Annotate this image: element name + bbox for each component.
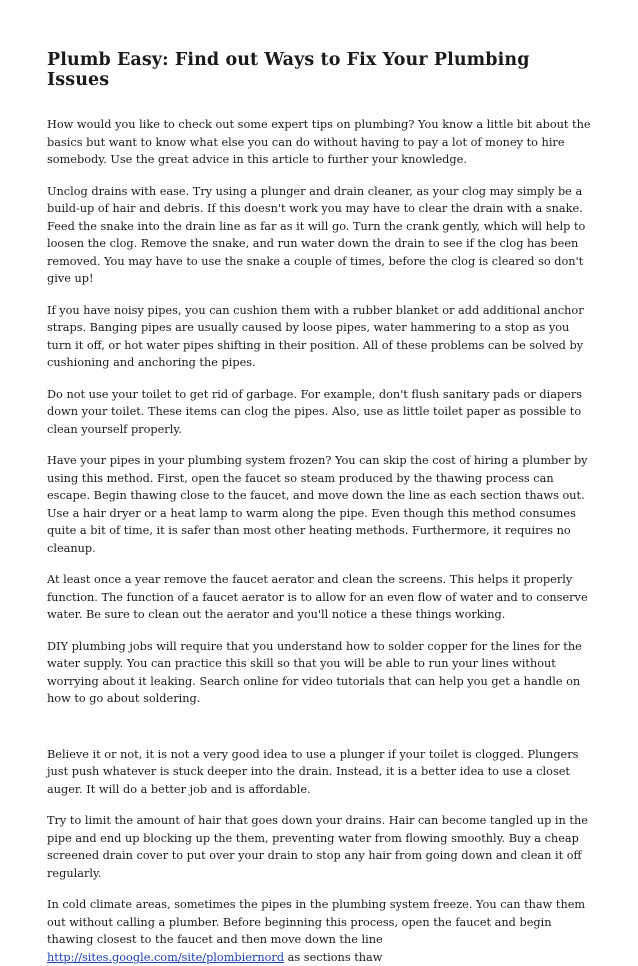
paragraph-cold-climate: [47, 896, 594, 966]
paragraph-hair-drains: Try to limit the amount of hair that goes down your drains. Hair can become tangled up in the pipe and end up blocking up the them, preventing water from flowing smoothly. Buy a cheap screened drain cover to put over your drain to stop any hair from going down and clean it off regularly.: [47, 814, 588, 880]
paragraph-faucet-aerator: At least once a year remove the faucet aerator and clean the screens. This helps it properly function. The function of a faucet aerator is to allow for an even flow of water and to conserve water. Be sure to clean out the aerator and you'll notice a these things working.: [47, 573, 588, 621]
plombiernord-link[interactable]: http://sites.google.com/site/plombiernord: [47, 950, 285, 964]
paragraph-plunger: Believe it or not, it is not a very good idea to use a plunger if your toilet is clogged. Plungers just push whatever is stuck deeper into the drain. Instead, it is a better idea to use a closet auger. It will do a better job and is affordable.: [47, 747, 579, 796]
paragraph-unclog-drains: Unclog drains with ease. Try using a plunger and drain cleaner, as your clog may simply be a build-up of hair and debris. If this doesn't work you may have to clear the drain with a snake. Feed the snake into the drain line as far as it will go. Turn the crank gently, which will help to loosen the clog. Remove the snake, and run water down the drain to see if the clog has been removed. You may have to use the snake a couple of times, before the clog is cleared so don't give up!: [47, 184, 586, 285]
page-title: Plumb Easy: Find out Ways to Fix Your Plumbing Issues: [47, 50, 530, 90]
paragraph-noisy-pipes: If you have noisy pipes, you can cushion them with a rubber blanket or add additional anchor straps. Banging pipes are usually caused by loose pipes, water hammering to a stop as you turn it off, or hot water pipes shifting in their position. All of these problems can be solved by cushioning and anchoring the pipes.: [47, 303, 584, 369]
paragraph-frozen-pipes: Have your pipes in your plumbing system frozen? You can skip the cost of hiring a plumber by using this method. First, open the faucet so steam produced by the thawing process can escape. Begin thawing close to the faucet, and move down the line as each section thaws out. Use a hair dryer or a heat lamp to warm along the pipe. Even though this method consumes quite a bit of time, it is safer than most other heating methods. Furthermore, it requires no cleanup.: [47, 454, 588, 555]
paragraph-cold-climate-text: In cold climate areas, sometimes the pipes in the plumbing system freeze. You can thaw them out without calling a plumber. Before beginning this process, open the faucet and begin thawing closest to the faucet and then move down the line: [47, 898, 586, 946]
paragraph-cold-climate-tail: as sections thaw: [284, 950, 383, 964]
paragraph-toilet-garbage: Do not use your toilet to get rid of garbage. For example, don't flush sanitary pads or diapers down your toilet. These items can clog the pipes. Also, use as little toilet paper as possible to clean yourself properly.: [47, 387, 583, 436]
paragraph-soldering: DIY plumbing jobs will require that you understand how to solder copper for the lines for the water supply. You can practice this skill so that you will be able to run your lines without worrying about it leaking. Search online for video tutorials that can help you get a handle on how to go about soldering.: [47, 639, 582, 705]
paragraph-intro: How would you like to check out some expert tips on plumbing? You know a little bit about the basics but want to know what else you can do without having to pay a lot of money to hire somebody. Use the great advice in this article to further your knowledge.: [47, 118, 591, 166]
